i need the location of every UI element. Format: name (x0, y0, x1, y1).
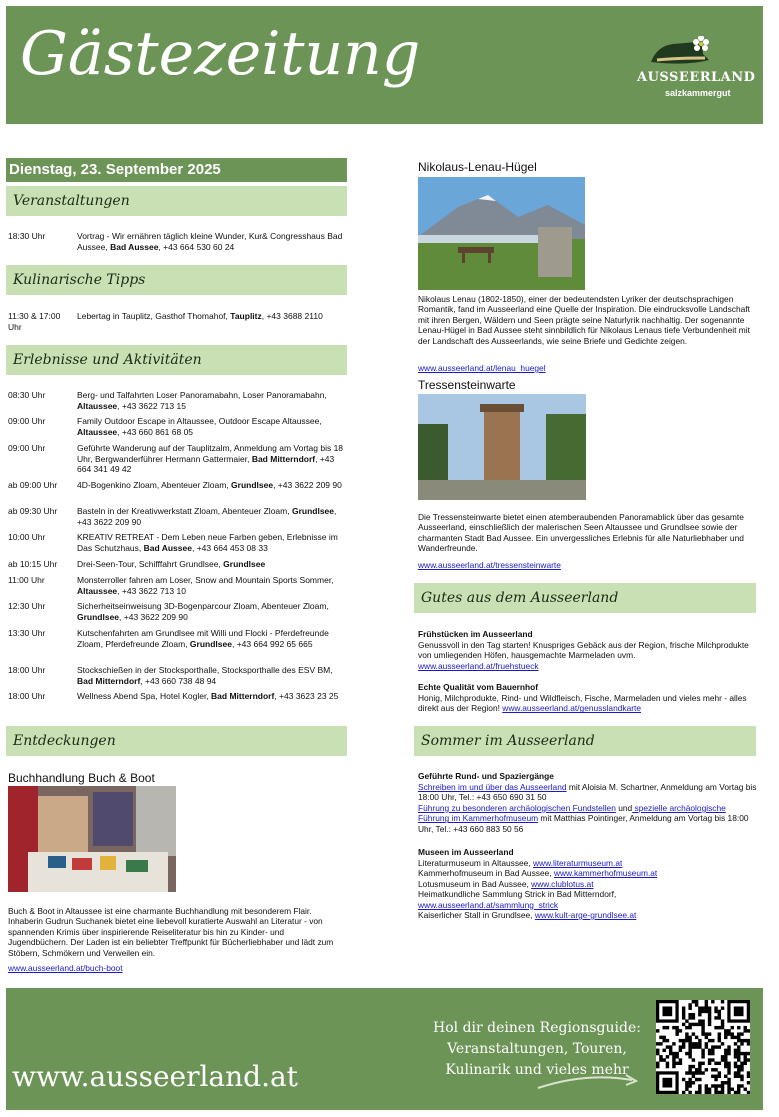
guide-line-2: Veranstaltungen, Touren, (447, 1041, 627, 1057)
tressen-title: Tressensteinwarte (418, 378, 516, 392)
logo-brand: AUSSEERLAND (637, 70, 756, 85)
guide-line-3: Kulinarik und vieles mehr (445, 1062, 629, 1078)
bookshop-photo (8, 786, 176, 892)
bookshop-link[interactable]: www.ausseerland.at/buch-boot (8, 963, 123, 973)
event-time: 18:00 Uhr (8, 691, 46, 701)
bookshop-title: Buchhandlung Buch & Boot (8, 771, 155, 785)
footer-banner (6, 988, 763, 1110)
section-entdeckungen: Entdeckungen (6, 726, 347, 756)
museums-list (418, 858, 758, 920)
walks-text: Schreiben im und über das Ausseerland mit Aloisia M. Schartner, Anmeldung am Vortag bis 18:00 Uhr, Tel.: +43 650 690 31 50 Führung zu besonderen archäologischen Fundstellen und spezielle archäologische Führung im Kammerhofmuseum mit Matthias Pointinger, Anmeldung am Vortag bis 18:00 Uhr, Tel.: +43 660 883 50 56 (418, 782, 757, 834)
event-description: Lebertag in Tauplitz, Gasthof Thomahof, Tauplitz, +43 3688 2110 (77, 311, 323, 321)
event-time: 10:00 Uhr (8, 532, 46, 542)
farm-title: Echte Qualität vom Bauernhof (418, 682, 539, 692)
header-banner (6, 6, 763, 124)
footer-url[interactable]: www.ausseerland.at (12, 1060, 298, 1093)
lenau-title: Nikolaus-Lenau-Hügel (418, 160, 537, 174)
event-description: Vortrag - Wir ernähren täglich kleine Wunder, Kur& Congresshaus Bad Aussee, Bad Aussee, +43 664 530 60 24 (77, 231, 343, 252)
event-time: 18:30 Uhr (8, 231, 46, 241)
date-heading: Dienstag, 23. September 2025 (6, 158, 347, 182)
event-description: Wellness Abend Spa, Hotel Kogler, Bad Mitterndorf, +43 3623 23 25 (77, 691, 339, 701)
museum-link[interactable]: www.kammerhofmuseum.at (553, 868, 658, 879)
bookshop-text: Buch & Boot in Altaussee ist eine charmante Buchhandlung mit besonderem Flair. Inhaberin Gudrun Suchanek bietet eine liebevoll kuratierte Auswahl an Literatur - von spannenden Krimis über inspirierende Reiseliteratur bis hin zu Kinder- und Jugendbüchern. Der Laden ist ein beliebter Treffpunkt für Bücherliebhaber und lädt zum Stöbern, Schmökern und Verweilen ein. (8, 906, 334, 958)
museum-link[interactable]: www.literaturmuseum.at (532, 858, 623, 868)
tressen-photo (418, 394, 586, 500)
event-time: 12:30 Uhr (8, 601, 46, 611)
tressen-text: Die Tressensteinwarte bietet einen atemberaubenden Panoramablick über das gesamte Ausseerland, einschließlich der malerischen Seen Altaussee und Grundlsee sowie der charmanten Stadt Bad Aussee. Ein unvergessliches Erlebnis für alle Naturliebhaber und Wanderfreunde. (418, 512, 744, 554)
lenau-link[interactable]: www.ausseerland.at/lenau_huegel (418, 363, 546, 373)
section-gutes: Gutes aus dem Ausseerland (414, 583, 756, 613)
museum-item: Kammerhofmuseum in Bad Aussee, www.kammerhofmuseum.at (418, 868, 658, 879)
museum-link[interactable]: www.kult-arge-grundlsee.at (534, 910, 637, 921)
event-description: Drei-Seen-Tour, Schifffahrt Grundlsee, Grundlsee (77, 559, 266, 569)
section-erlebnisse: Erlebnisse und Aktivitäten (6, 345, 347, 375)
event-time: ab 09:30 Uhr (8, 506, 58, 516)
section-sommer: Sommer im Ausseerland (414, 726, 756, 756)
hat-icon (647, 36, 711, 70)
event-time: 18:00 Uhr (8, 665, 46, 675)
event-time: 09:00 Uhr (8, 416, 46, 426)
event-time: ab 10:15 Uhr (8, 559, 58, 569)
event-description: Berg- und Talfahrten Loser Panoramabahn, Loser Panoramabahn, Altaussee, +43 3622 713 15 (77, 390, 327, 411)
walks-title: Geführte Rund- und Spaziergänge (418, 771, 554, 781)
lenau-text: Nikolaus Lenau (1802-1850), einer der bedeutendsten Lyriker der deutschsprachigen Romantik, fand im Ausseerland eine Quelle der Inspiration. Die eindrucksvolle Landschaft mit ihren Bergen, Wäldern und Seen prägte seine Naturlyrik nachhaltig. Der sogenannte Lenau-Hügel in Bad Aussee steht sinnbildlich für Nikolaus Lenaus tiefe Verbundenheit mit der Landschaft des Ausseerlands, wie seine Briefe und Gedichte zeigen. (418, 294, 750, 346)
museum-item: Literaturmuseum in Altaussee, www.literaturmuseum.at (418, 858, 623, 868)
event-time: 11:30 & 17:00 Uhr (8, 311, 61, 332)
museum-item: Heimatkundliche Sammlung Strick in Bad Mitterndorf, www.ausseerland.at/sammlung_strick (418, 889, 617, 910)
event-time: 08:30 Uhr (8, 390, 46, 400)
tressen-link[interactable]: www.ausseerland.at/tressensteinwarte (418, 560, 561, 570)
museum-link[interactable]: www.clublotus.at (531, 878, 594, 889)
event-description: Basteln in der Kreativwerkstatt Zloam, Abenteuer Zloam, Grundlsee, +43 3622 209 90 (77, 506, 337, 527)
qr-code[interactable] (656, 1000, 750, 1094)
museum-link[interactable]: www.ausseerland.at/sammlung_strick (418, 899, 559, 910)
breakfast-title: Frühstücken im Ausseerland (418, 629, 533, 639)
ausseerland-logo[interactable] (637, 26, 756, 106)
event-description: Sicherheitseinweisung 3D-Bogenparcour Zloam, Abenteuer Zloam, Grundlsee, +43 3622 209 90 (77, 601, 329, 622)
event-description: 4D-Bogenkino Zloam, Abenteuer Zloam, Grundlsee, +43 3622 209 90 (77, 480, 342, 490)
event-description: Monsterroller fahren am Loser, Snow and Mountain Sports Sommer, Altaussee, +43 3622 713 10 (77, 575, 334, 596)
walk-link-archaeology[interactable]: Führung zu besonderen archäologischen Fundstellen (418, 802, 616, 813)
event-time: 11:00 Uhr (8, 575, 45, 585)
guide-line-1: Hol dir deinen Regionsguide: (433, 1020, 641, 1036)
event-description: Stockschießen in der Stocksporthalle, Stocksporthalle des ESV BM, Bad Mitterndorf, +43 660 738 48 94 (77, 665, 333, 686)
page-title: Gästezeitung (20, 19, 421, 89)
museums-title: Museen im Ausseerland (418, 847, 514, 857)
farm-link[interactable]: www.ausseerland.at/genusslandkarte (502, 703, 642, 714)
section-veranstaltungen: Veranstaltungen (6, 186, 347, 216)
event-time: ab 09:00 Uhr (8, 480, 58, 490)
lenau-photo (418, 177, 585, 290)
museum-item: Kaiserlicher Stall in Grundlsee, www.kult-arge-grundlsee.at (418, 910, 637, 921)
event-description: Geführte Wanderung auf der Tauplitzalm, Anmeldung am Vortag bis 18 Uhr, Bergwanderführer Hermann Gattermaier, Bad Mitterndorf, +43 664 341 49 42 (77, 443, 344, 474)
section-kulinarisch: Kulinarische Tipps (6, 265, 347, 295)
arrow-icon (536, 1070, 646, 1094)
farm-text: Honig, Milchprodukte, Rind- und Wildfleisch, Fische, Marmeladen und vieles mehr - alles direkt aus der Region! www.ausseerland.at/genusslandkarte (418, 693, 747, 714)
event-time: 09:00 Uhr (8, 443, 46, 453)
event-description: KREATIV RETREAT - Dem Leben neue Farben geben, Erlebnisse im Das Schutzhaus, Bad Aussee, +43 664 453 08 33 (77, 532, 338, 553)
event-description: Kutschenfahrten am Grundlsee mit Willi und Flocki - Pferdefreunde Zloam, Pferdefreunde Zloam, Grundlsee, +43 664 992 65 665 (77, 628, 329, 649)
breakfast-link[interactable]: www.ausseerland.at/fruehstueck (418, 661, 539, 671)
event-time: 13:30 Uhr (8, 628, 46, 638)
logo-subtitle: salzkammergut (665, 88, 731, 98)
event-description: Family Outdoor Escape in Altaussee, Outdoor Escape Altaussee, Altaussee, +43 660 861 68 05 (77, 416, 322, 437)
museum-item: Lotusmuseum in Bad Aussee, www.clublotus.at (418, 878, 594, 889)
walk-link-kammerhof[interactable]: spezielle archäologische Führung im Kammerhofmuseum (418, 802, 726, 824)
breakfast-text: Genussvoll in den Tag starten! Knuspriges Gebäck aus der Region, frische Milchprodukte von umliegenden Höfen, hausgemachte Marmeladen uvm. (418, 640, 749, 661)
walk-link-writing[interactable]: Schreiben im und über das Ausseerland (418, 782, 567, 792)
